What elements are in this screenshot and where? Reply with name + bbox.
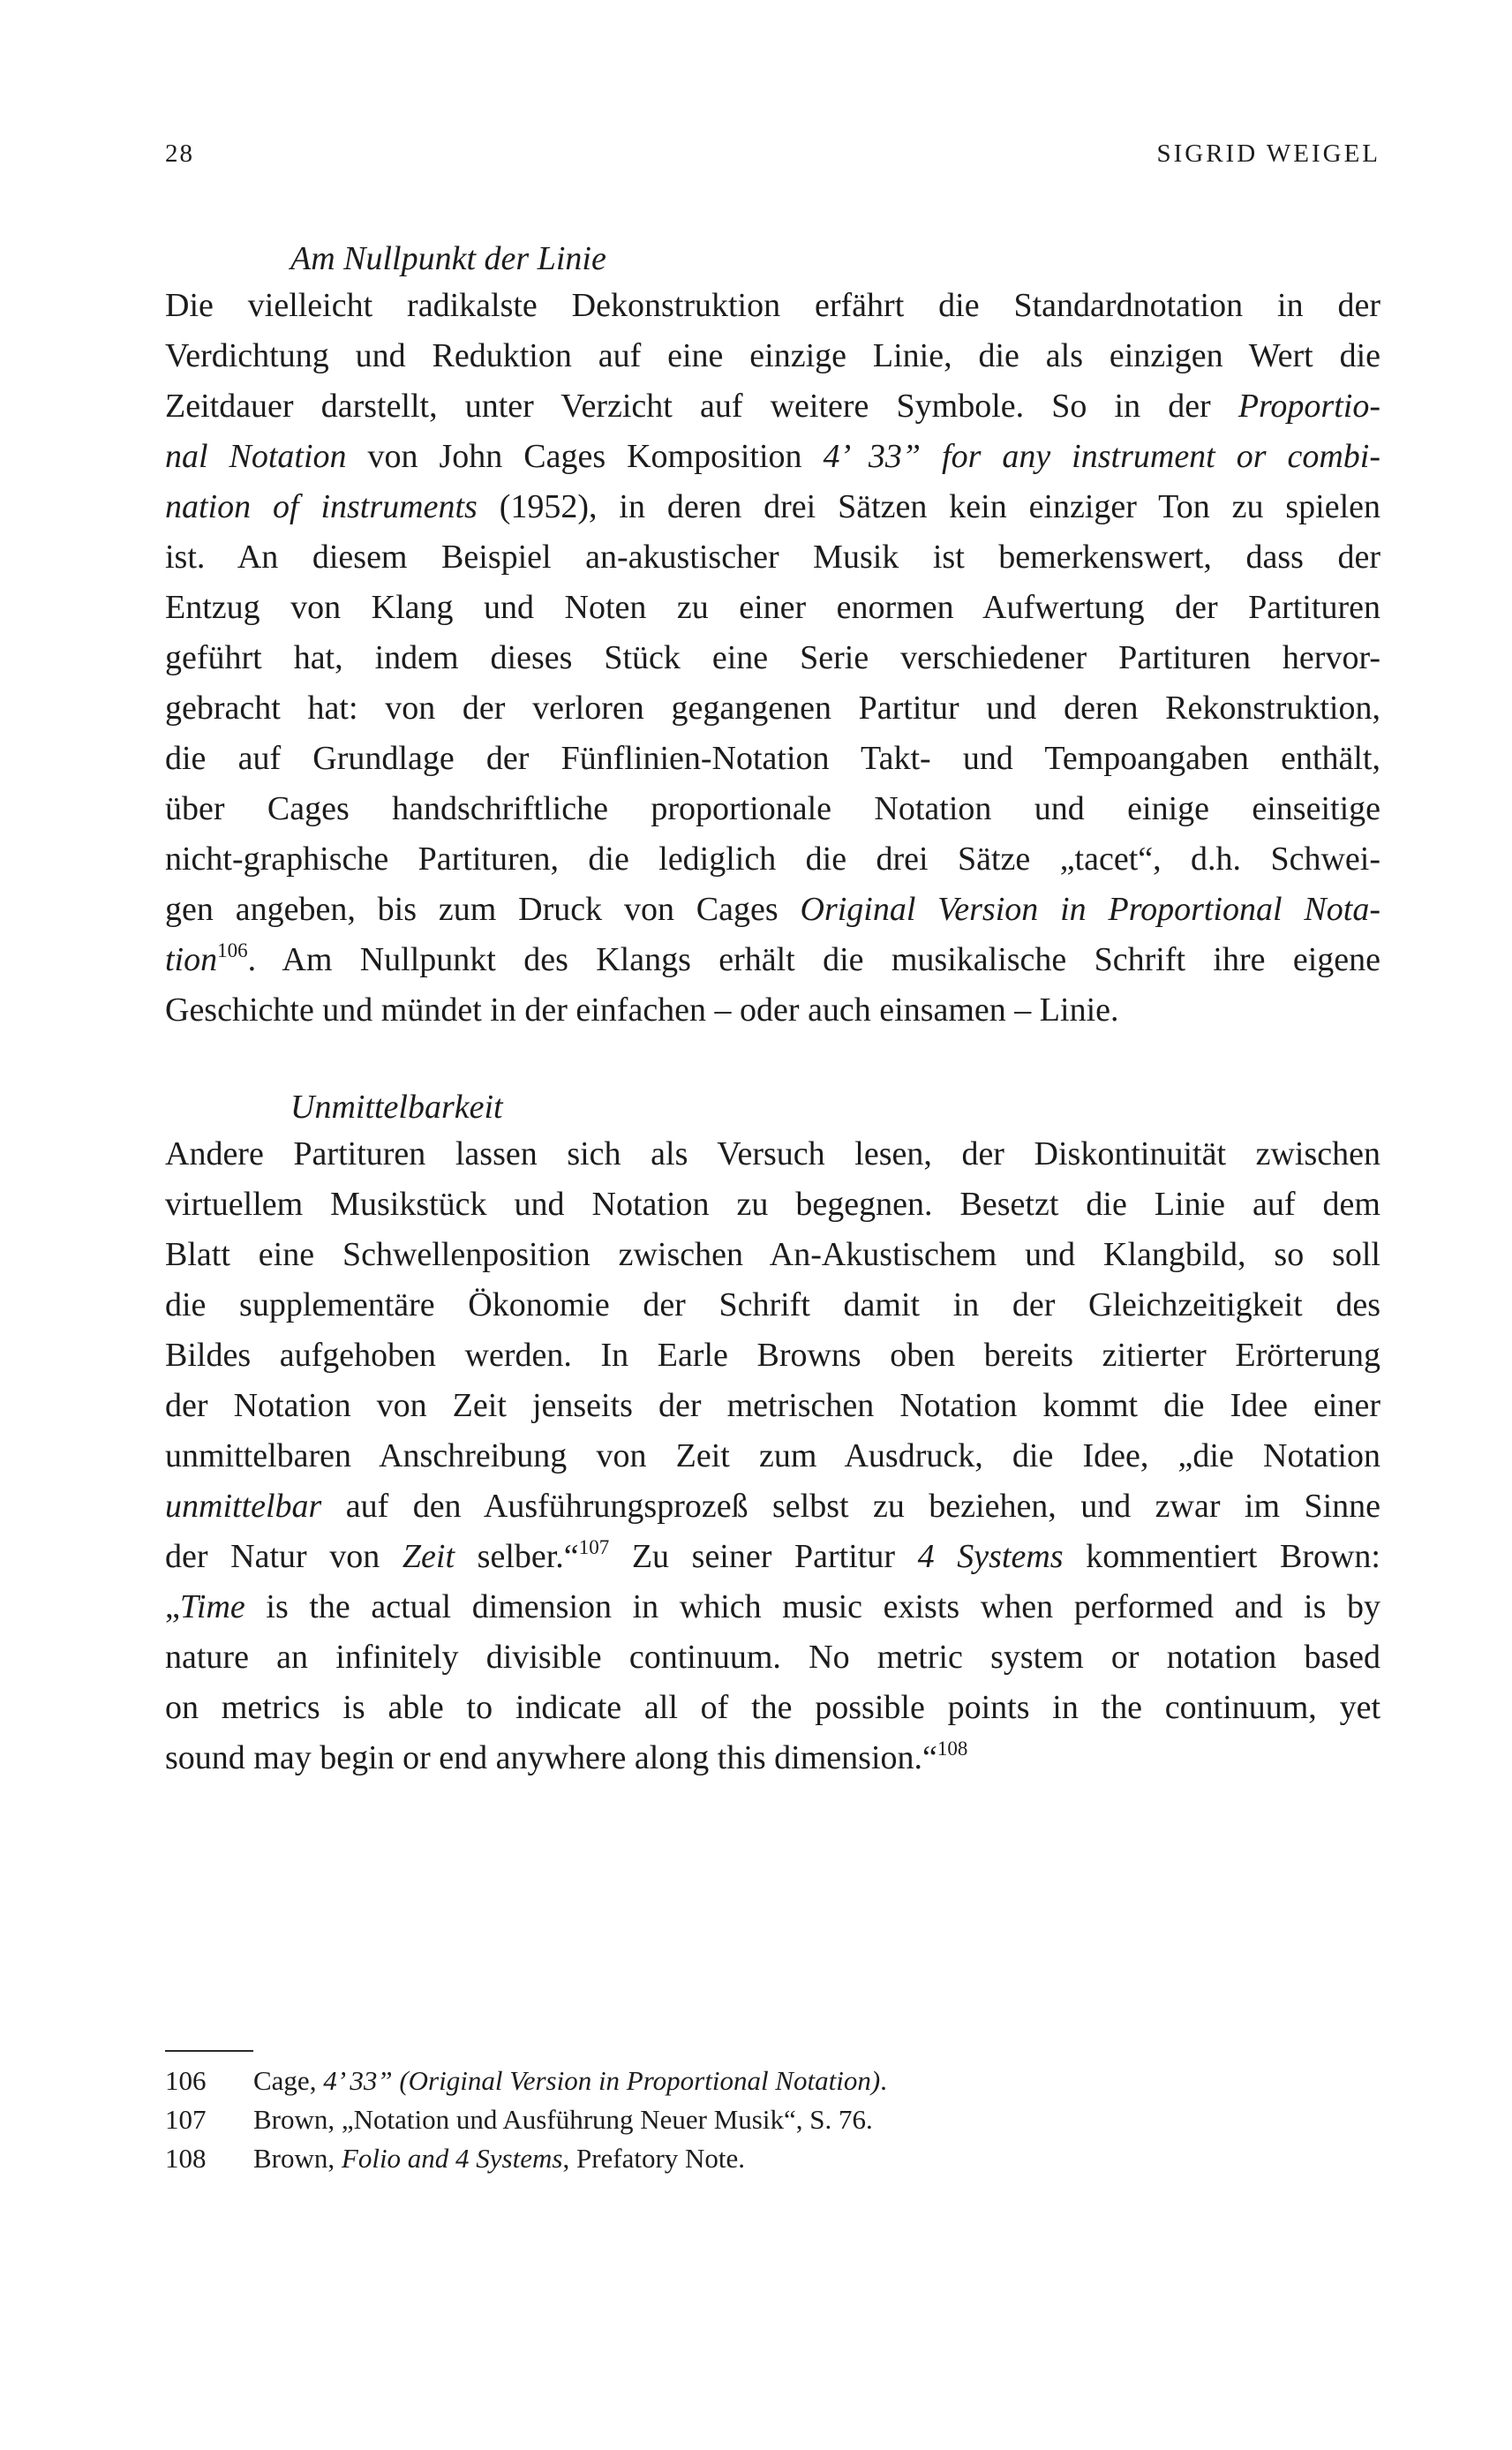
text-run: on metrics is able to indicate all of the possible points in the continuum, yet xyxy=(165,1689,1380,1726)
text-run: geführt hat, indem dieses Stück eine Serie verschiedener Partituren hervor- xyxy=(165,639,1380,676)
italic-text: Folio and 4 Systems xyxy=(341,2143,563,2174)
text-line xyxy=(165,683,1380,734)
text-run: Zeitdauer darstellt, unter Verzicht auf weitere Symbole. So in der xyxy=(165,388,1238,425)
text-run: die auf Grundlage der Fünflinien-Notation Takt- und Tempoangaben enthält, xyxy=(165,740,1380,777)
text-line xyxy=(165,1280,1380,1331)
text-run: virtuellem Musikstück und Notation zu begegnen. Besetzt die Linie auf dem xyxy=(165,1186,1380,1223)
text-line xyxy=(165,1733,1380,1783)
text-run: Entzug von Klang und Noten zu einer enormen Aufwertung der Partituren xyxy=(165,589,1380,626)
text-line xyxy=(165,1331,1380,1381)
section-heading: Unmittelbarkeit xyxy=(290,1089,503,1126)
text-run: nicht-graphische Partituren, die lediglich die drei Sätze „tacet“, d.h. Schwei- xyxy=(165,841,1380,878)
text-line xyxy=(165,633,1380,683)
text-line xyxy=(165,532,1380,583)
text-run: sound may begin or end anywhere along this dimension.“ xyxy=(165,1739,937,1776)
footnote-ref: 107 xyxy=(578,1536,610,1558)
text-run: Blatt eine Schwellenposition zwischen An-Akustischem und Klangbild, so soll xyxy=(165,1236,1380,1273)
text-run: kommentiert Brown: xyxy=(1063,1538,1380,1575)
text-run: unmittelbaren Anschreibung von Zeit zum Ausdruck, die Idee, „die Notation xyxy=(165,1437,1380,1474)
text-line xyxy=(165,583,1380,633)
text-run: der Notation von Zeit jenseits der metrischen Notation kommt die Idee einer xyxy=(165,1387,1380,1424)
footnote-106 xyxy=(165,2062,1224,2100)
text-run: über Cages handschriftliche proportionale Notation und einige einseitige xyxy=(165,790,1380,827)
running-head xyxy=(165,139,1380,175)
text-run: selber.“ xyxy=(455,1538,579,1575)
text-line xyxy=(165,1481,1380,1532)
italic-text: 4’ 33” for any instrument or combi- xyxy=(823,438,1380,475)
italic-text: Zeit xyxy=(402,1538,455,1575)
italic-text: nation of instruments xyxy=(165,488,478,525)
text-run: nature an infinitely divisible continuum. No metric system or notation based xyxy=(165,1639,1380,1676)
text-run: . xyxy=(880,2065,887,2096)
text-run: is the actual dimension in which music exists when performed and is by xyxy=(244,1588,1380,1625)
text-run: Brown, xyxy=(253,2143,342,2174)
italic-text: 4 Systems xyxy=(917,1538,1064,1575)
footnote-ref: 108 xyxy=(937,1738,968,1760)
text-line xyxy=(165,1632,1380,1683)
text-run: ist. An diesem Beispiel an-akustischer Musik ist bemerkenswert, dass der xyxy=(165,539,1380,576)
running-head-author: SIGRID WEIGEL xyxy=(1156,139,1380,168)
text-line xyxy=(165,482,1380,532)
text-run: Verdichtung und Reduktion auf eine einzige Linie, die als einzigen Wert die xyxy=(165,337,1380,374)
text-run: gen angeben, bis zum Druck von Cages xyxy=(165,891,801,928)
italic-text: 4’ 33” (Original Version in Proportional Notation) xyxy=(323,2065,881,2096)
text-line xyxy=(165,1180,1380,1230)
text-run: die supplementäre Ökonomie der Schrift damit in der Gleichzeitigkeit des xyxy=(165,1286,1380,1323)
text-line xyxy=(165,734,1380,784)
text-run: . Am Nullpunkt des Klangs erhält die musikalische Schrift ihre eigene xyxy=(247,941,1380,978)
text-line xyxy=(165,1381,1380,1431)
text-line xyxy=(165,1683,1380,1733)
footnote-107 xyxy=(165,2100,1224,2139)
italic-text: tion xyxy=(165,941,218,978)
text-line xyxy=(165,985,1380,1036)
footnote-number: 107 xyxy=(165,2104,207,2135)
text-run: Cage, xyxy=(253,2065,324,2096)
text-run: auf den Ausführungsprozeß selbst zu beziehen, und zwar im Sinne xyxy=(321,1488,1380,1525)
text-line xyxy=(165,1532,1380,1582)
italic-text: nal Notation xyxy=(165,438,347,475)
section-nullpunkt xyxy=(165,237,1380,1036)
footnote-108 xyxy=(165,2139,1224,2178)
text-line xyxy=(165,1582,1380,1632)
section-heading: Am Nullpunkt der Linie xyxy=(290,240,606,277)
text-line xyxy=(165,1431,1380,1481)
text-line xyxy=(165,784,1380,834)
text-run: „ xyxy=(165,1588,180,1625)
italic-text: Original Version in Proportional Nota- xyxy=(800,891,1380,928)
footnote-number: 106 xyxy=(165,2065,207,2096)
text-line xyxy=(165,1230,1380,1280)
text-line xyxy=(165,432,1380,482)
footnote-text xyxy=(253,2062,887,2100)
text-line xyxy=(165,935,1380,985)
footnote-ref: 106 xyxy=(217,939,248,961)
text-line xyxy=(165,381,1380,432)
page-number: 28 xyxy=(165,139,194,168)
text-run: Brown, „Notation und Ausführung Neuer Musik“, S. 76. xyxy=(253,2104,873,2135)
text-run: Geschichte und mündet in der einfachen – oder auch einsamen – Linie. xyxy=(165,991,1119,1029)
paragraph xyxy=(165,281,1380,1036)
footnote-number: 108 xyxy=(165,2143,207,2174)
text-run: von John Cages Komposition xyxy=(346,438,824,475)
text-run: Andere Partituren lassen sich als Versuch lesen, der Diskontinuität zwischen xyxy=(165,1135,1380,1172)
text-line xyxy=(165,281,1380,331)
text-line xyxy=(165,331,1380,381)
text-line xyxy=(165,885,1380,935)
text-line xyxy=(165,1129,1380,1180)
text-line xyxy=(165,834,1380,885)
text-run: der Natur von xyxy=(165,1538,402,1575)
italic-text: unmittelbar xyxy=(165,1488,322,1525)
text-run: gebracht hat: von der verloren gegangenen Partitur und deren Rekonstruktion, xyxy=(165,690,1380,727)
footnote-text xyxy=(253,2139,745,2178)
footnote-text xyxy=(253,2100,873,2139)
text-run: Bildes aufgehoben werden. In Earle Browns oben bereits zitierter Erörterung xyxy=(165,1337,1380,1374)
text-run: (1952), in deren drei Sätzen kein einziger Ton zu spielen xyxy=(477,488,1380,525)
paragraph xyxy=(165,1129,1380,1783)
italic-text: Proportio- xyxy=(1237,388,1380,425)
italic-text: Time xyxy=(179,1588,245,1625)
text-run: , Prefatory Note. xyxy=(562,2143,746,2174)
footnotes xyxy=(165,2062,1224,2178)
text-run: Die vielleicht radikalste Dekonstruktion erfährt die Standardnotation in der xyxy=(165,287,1380,324)
text-run: Zu seiner Partitur xyxy=(609,1538,918,1575)
section-unmittelbarkeit xyxy=(165,1085,1380,1783)
footnote-divider xyxy=(165,2050,253,2052)
